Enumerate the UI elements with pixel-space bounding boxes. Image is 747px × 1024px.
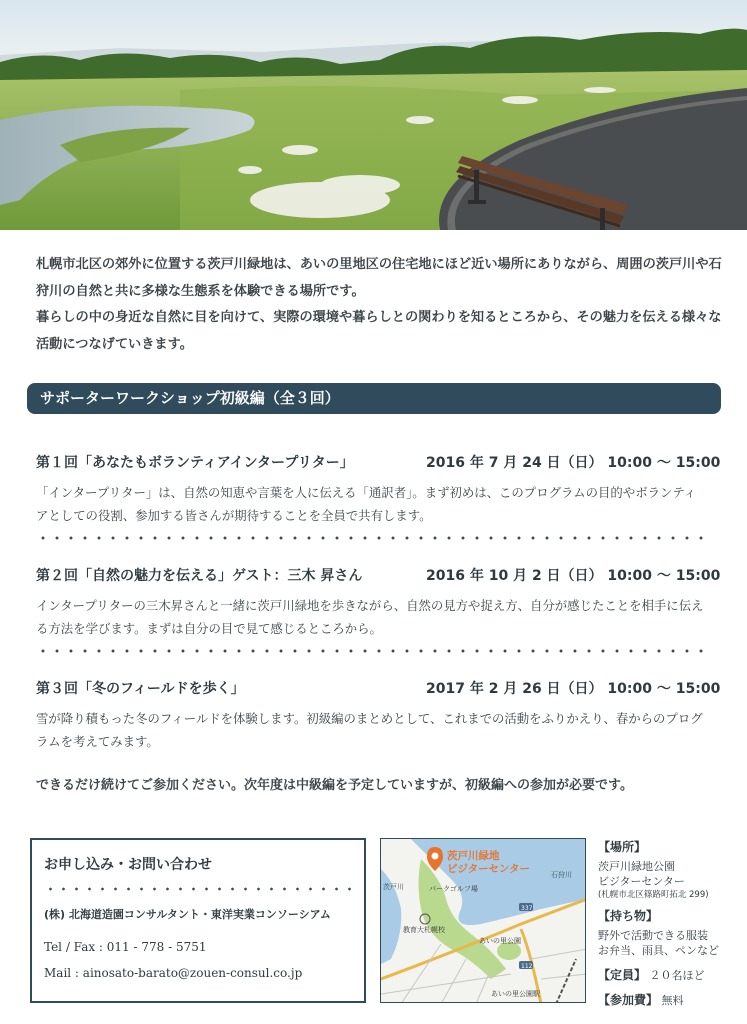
- hero-photo: [0, 0, 747, 230]
- session-date: 2016 年 7 月 24 日（日） 10:00 ～ 15:00: [426, 455, 721, 471]
- session-2: [36, 565, 726, 636]
- place-address: (札幌市北区篠路町拓北 299): [598, 890, 709, 900]
- fee-label: 【参加費】: [598, 993, 659, 1007]
- items-line-2: お弁当、雨具、ペンなど: [598, 944, 719, 957]
- session-1: [36, 452, 726, 523]
- place-line-2: ビジターセンター: [598, 875, 685, 888]
- map-route-337: 337: [521, 905, 533, 912]
- place-label: 【場所】: [598, 840, 647, 854]
- session-date: 2017 年 2 月 26 日（日） 10:00 ～ 15:00: [426, 681, 721, 697]
- session-title: 第１回「あなたもボランティアインタープリター」: [36, 455, 354, 471]
- map-route-112: 112: [521, 963, 533, 970]
- map-marker-title-1: 茨戸川緑地: [447, 850, 500, 862]
- intro-paragraph-2: 暮らしの中の身近な自然に目を向けて、実際の環境や暮らしとの関わりを知るところから、その魅力を伝える様々な活動につなげていきます。: [36, 310, 722, 352]
- map-label-school: 教育大札幌校: [403, 926, 445, 934]
- session-description: 雪が降り積もった冬のフィールドを体験します。初級編のまとめとして、これまでの活動をふりかえり、春からのプログラムを考えてみます。: [36, 711, 703, 749]
- place-line-1: 茨戸川緑地公園: [598, 860, 675, 873]
- intro-paragraph-1: 札幌市北区の郊外に位置する茨戸川緑地は、あいの里地区の住宅地にほど近い場所にありながら、周囲の茨戸川や石狩川の自然と共に多様な生態系を体験できる場所です。: [36, 257, 722, 299]
- contact-title: お申し込み・お問い合わせ: [44, 857, 212, 873]
- items-label: 【持ち物】: [598, 909, 659, 923]
- fee-row: [598, 991, 744, 1008]
- session-title: 第３回「冬のフィールドを歩く」: [36, 681, 245, 697]
- closing-note: できるだけ続けてご参加ください。次年度は中級編を予定していますが、初級編への参加が必要です。: [36, 778, 633, 793]
- session-title: 第２回「自然の魅力を伝える」ゲスト：三木 昇さん: [36, 568, 363, 584]
- dotted-divider: [44, 886, 352, 892]
- session-3: [36, 678, 726, 749]
- map-label-ishikari-river: 石狩川: [551, 871, 572, 879]
- map-label-barato-river: 茨戸川: [383, 883, 404, 891]
- location-map: [380, 838, 586, 1003]
- capacity-value: ２０名ほど: [649, 969, 705, 982]
- map-label-park: あいの里公園: [479, 937, 521, 945]
- capacity-label: 【定員】: [598, 968, 647, 982]
- map-graphic: [381, 839, 586, 1003]
- dotted-divider: [36, 648, 706, 654]
- landscape-image: [0, 0, 747, 230]
- intro-text: [36, 252, 726, 358]
- fee-value: 無料: [661, 994, 684, 1007]
- contact-organization: (株) 北海道造園コンサルタント・東洋実業コンソーシアム: [44, 908, 331, 921]
- contact-box: [30, 838, 366, 1003]
- workshop-banner: サポーターワークショップ初級編（全３回）: [27, 383, 721, 414]
- session-date: 2016 年 10 月 2 日（日） 10:00 ～ 15:00: [426, 568, 721, 584]
- map-label-station: あいの里公園駅: [491, 990, 540, 998]
- contact-tel-fax: Tel / Fax : 011 - 778 - 5751: [44, 940, 207, 954]
- session-description: インタープリターの三木昇さんと一緒に茨戸川緑地を歩きながら、自然の見方や捉え方、自分が感じたことを相手に伝える方法を学びます。まずは自分の目で見て感じるところから。: [36, 598, 704, 636]
- session-description: 「インタープリター」は、自然の知恵や言葉を人に伝える「通訳者」。まず初めは、このプログラムの目的やボランティアとしての役割、参加する皆さんが期待することを全員で共有します。: [36, 485, 697, 523]
- map-label-park-golf: パークゴルフ場: [429, 885, 478, 893]
- contact-email[interactable]: Mail : ainosato-barato@zouen-consul.co.jp: [44, 966, 303, 980]
- capacity-row: [598, 966, 744, 983]
- items-line-1: 野外で活動できる服装: [598, 929, 708, 942]
- event-info: [598, 838, 744, 1008]
- dotted-divider: [36, 535, 706, 541]
- map-marker-title-2: ビジターセンター: [447, 863, 530, 875]
